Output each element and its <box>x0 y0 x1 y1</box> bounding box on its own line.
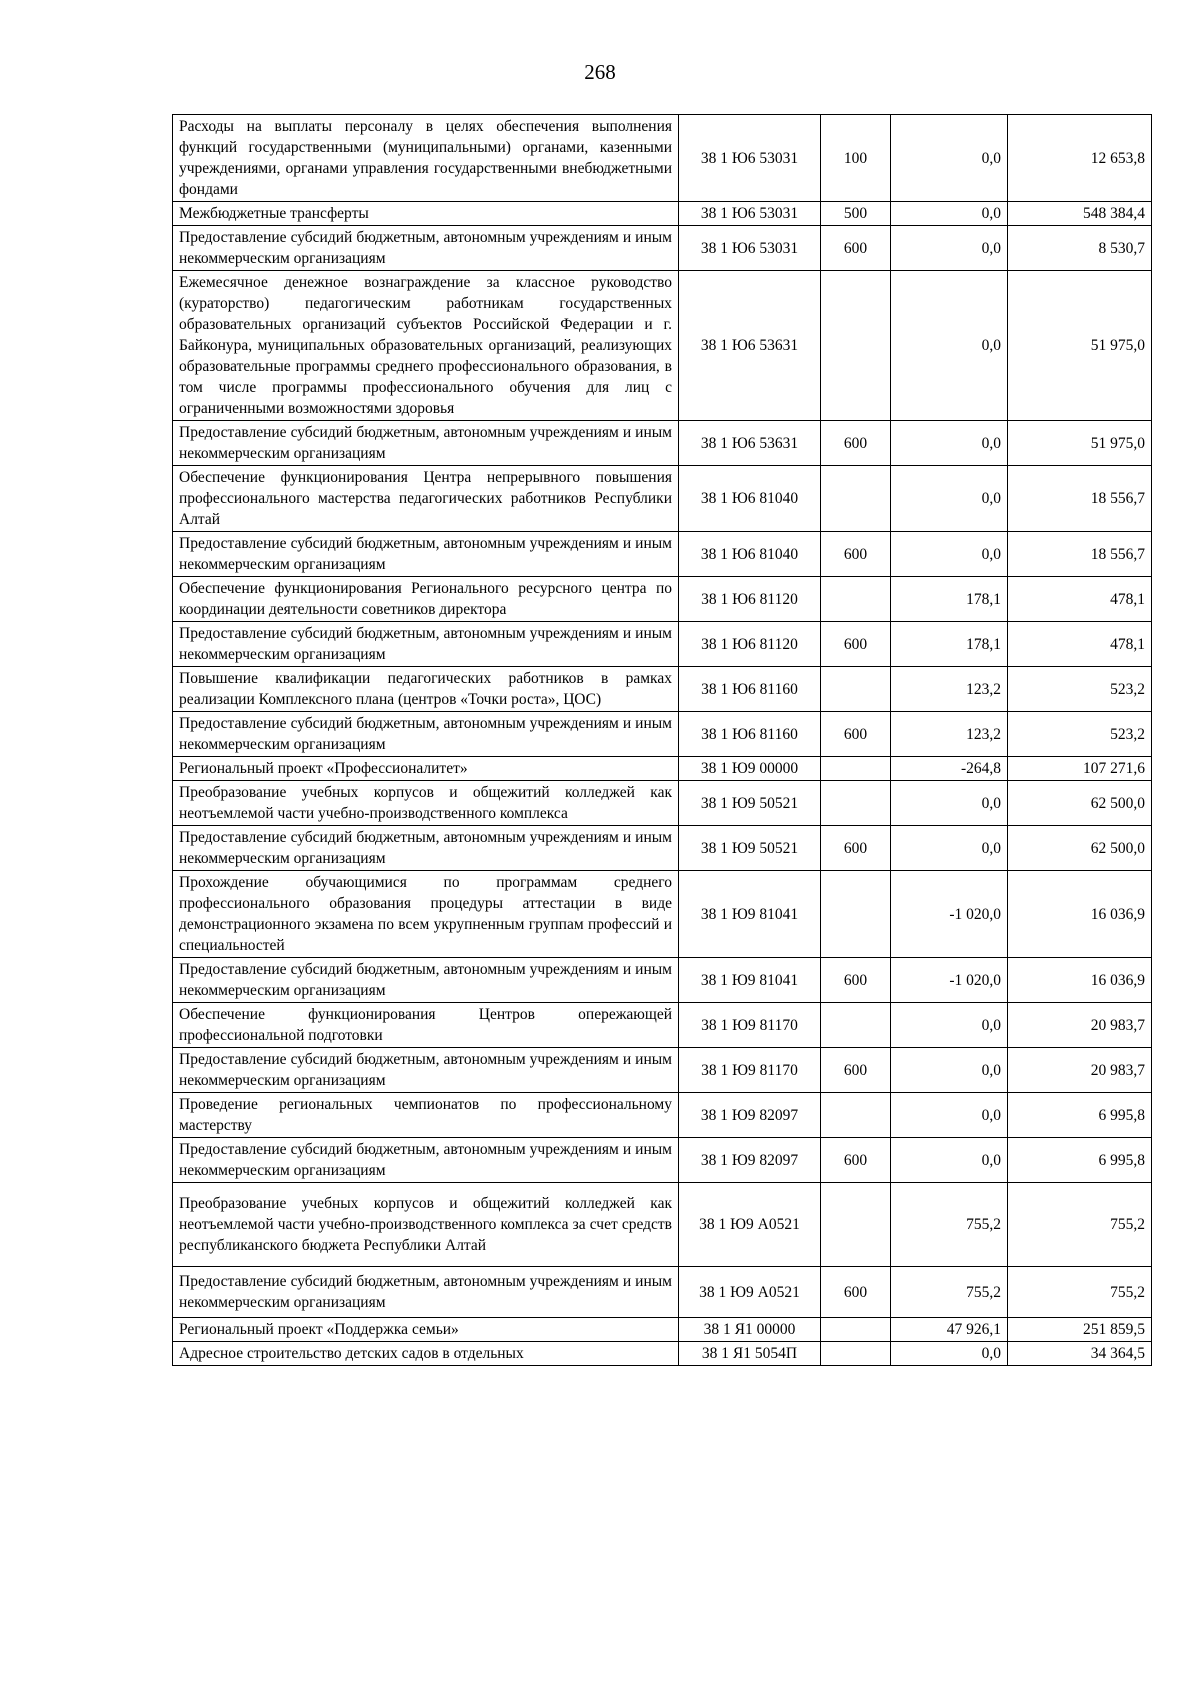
row-code-cell: 38 1 Ю6 53631 <box>679 421 821 466</box>
row-name-cell: Обеспечение функционирования Регионального ресурсного центра по координации деятельности советников директора <box>173 577 679 622</box>
table-row <box>173 1342 1152 1366</box>
row-expense-type-cell: 600 <box>821 226 891 271</box>
row-expense-type-cell: 600 <box>821 1267 891 1318</box>
budget-table-body <box>173 115 1152 1366</box>
row-total-amount-cell: 62 500,0 <box>1008 781 1152 826</box>
row-name-cell: Обеспечение функционирования Центров опережающей профессиональной подготовки <box>173 1003 679 1048</box>
table-row <box>173 226 1152 271</box>
row-code-cell: 38 1 Ю9 А0521 <box>679 1267 821 1318</box>
row-code-cell: 38 1 Ю9 00000 <box>679 757 821 781</box>
row-expense-type-cell <box>821 1093 891 1138</box>
row-code-cell: 38 1 Ю6 81040 <box>679 466 821 532</box>
row-expense-type-cell: 600 <box>821 532 891 577</box>
table-row <box>173 622 1152 667</box>
row-code-cell: 38 1 Ю9 81170 <box>679 1048 821 1093</box>
row-expense-type-cell <box>821 1003 891 1048</box>
table-row <box>173 1318 1152 1342</box>
table-row <box>173 1138 1152 1183</box>
table-row <box>173 271 1152 421</box>
row-total-amount-cell: 6 995,8 <box>1008 1093 1152 1138</box>
row-name-cell: Региональный проект «Поддержка семьи» <box>173 1318 679 1342</box>
row-total-amount-cell: 548 384,4 <box>1008 202 1152 226</box>
row-expense-type-cell <box>821 781 891 826</box>
row-name-cell: Повышение квалификации педагогических работников в рамках реализации Комплексного плана (центров «Точки роста», ЦОС) <box>173 667 679 712</box>
row-name-cell: Предоставление субсидий бюджетным, автономным учреждениям и иным некоммерческим организациям <box>173 532 679 577</box>
row-total-amount-cell: 62 500,0 <box>1008 826 1152 871</box>
row-change-amount-cell: 47 926,1 <box>891 1318 1008 1342</box>
table-row <box>173 115 1152 202</box>
row-total-amount-cell: 16 036,9 <box>1008 958 1152 1003</box>
row-name-cell: Проведение региональных чемпионатов по профессиональному мастерству <box>173 1093 679 1138</box>
row-name-cell: Прохождение обучающимися по программам среднего профессионального образования процедуры аттестации в виде демонстрационного экзамена по всем укрупненным группам профессий и специальностей <box>173 871 679 958</box>
row-total-amount-cell: 478,1 <box>1008 577 1152 622</box>
row-expense-type-cell <box>821 1183 891 1267</box>
row-change-amount-cell: 0,0 <box>891 226 1008 271</box>
row-name-cell: Предоставление субсидий бюджетным, автономным учреждениям и иным некоммерческим организациям <box>173 712 679 757</box>
row-code-cell: 38 1 Я1 5054П <box>679 1342 821 1366</box>
row-expense-type-cell: 500 <box>821 202 891 226</box>
row-name-cell: Ежемесячное денежное вознаграждение за классное руководство (кураторство) педагогическим работникам государственных образовательных организаций субъектов Российской Федерации и г. Байконура, муниципальных образовательных организаций, реализующих образовательные программы среднего профессионального образования, в том числе программы профессионального обучения для лиц с ограниченными возможностями здоровья <box>173 271 679 421</box>
row-code-cell: 38 1 Ю6 53631 <box>679 271 821 421</box>
row-total-amount-cell: 523,2 <box>1008 712 1152 757</box>
row-change-amount-cell: 0,0 <box>891 781 1008 826</box>
table-row <box>173 1183 1152 1267</box>
row-change-amount-cell: 123,2 <box>891 667 1008 712</box>
row-code-cell: 38 1 Ю9 А0521 <box>679 1183 821 1267</box>
row-total-amount-cell: 107 271,6 <box>1008 757 1152 781</box>
row-change-amount-cell: -1 020,0 <box>891 958 1008 1003</box>
row-name-cell: Предоставление субсидий бюджетным, автономным учреждениям и иным некоммерческим организациям <box>173 421 679 466</box>
row-change-amount-cell: 0,0 <box>891 271 1008 421</box>
row-change-amount-cell: -264,8 <box>891 757 1008 781</box>
row-name-cell: Предоставление субсидий бюджетным, автономным учреждениям и иным некоммерческим организациям <box>173 958 679 1003</box>
table-row <box>173 1267 1152 1318</box>
table-row <box>173 871 1152 958</box>
row-change-amount-cell: 0,0 <box>891 421 1008 466</box>
row-change-amount-cell: 755,2 <box>891 1267 1008 1318</box>
row-code-cell: 38 1 Ю6 81040 <box>679 532 821 577</box>
row-code-cell: 38 1 Ю9 82097 <box>679 1138 821 1183</box>
row-total-amount-cell: 18 556,7 <box>1008 532 1152 577</box>
row-name-cell: Предоставление субсидий бюджетным, автономным учреждениям и иным некоммерческим организациям <box>173 826 679 871</box>
row-change-amount-cell: 0,0 <box>891 202 1008 226</box>
row-code-cell: 38 1 Ю6 81160 <box>679 667 821 712</box>
row-change-amount-cell: 123,2 <box>891 712 1008 757</box>
table-row <box>173 667 1152 712</box>
row-change-amount-cell: 178,1 <box>891 622 1008 667</box>
row-code-cell: 38 1 Ю9 81170 <box>679 1003 821 1048</box>
row-code-cell: 38 1 Ю6 53031 <box>679 202 821 226</box>
row-code-cell: 38 1 Ю9 82097 <box>679 1093 821 1138</box>
row-name-cell: Адресное строительство детских садов в отдельных <box>173 1342 679 1366</box>
row-change-amount-cell: 178,1 <box>891 577 1008 622</box>
row-change-amount-cell: 0,0 <box>891 466 1008 532</box>
row-name-cell: Предоставление субсидий бюджетным, автономным учреждениям и иным некоммерческим организациям <box>173 226 679 271</box>
row-name-cell: Предоставление субсидий бюджетным, автономным учреждениям и иным некоммерческим организациям <box>173 622 679 667</box>
row-total-amount-cell: 51 975,0 <box>1008 271 1152 421</box>
row-name-cell: Расходы на выплаты персоналу в целях обеспечения выполнения функций государственными (муниципальными) органами, казенными учреждениями, органами управления государственными внебюджетными фондами <box>173 115 679 202</box>
table-row <box>173 781 1152 826</box>
row-total-amount-cell: 755,2 <box>1008 1267 1152 1318</box>
row-expense-type-cell <box>821 577 891 622</box>
row-expense-type-cell <box>821 1342 891 1366</box>
row-code-cell: 38 1 Ю6 53031 <box>679 115 821 202</box>
row-code-cell: 38 1 Я1 00000 <box>679 1318 821 1342</box>
row-total-amount-cell: 8 530,7 <box>1008 226 1152 271</box>
row-change-amount-cell: 0,0 <box>891 115 1008 202</box>
row-total-amount-cell: 6 995,8 <box>1008 1138 1152 1183</box>
page-number: 268 <box>584 60 616 84</box>
table-row <box>173 757 1152 781</box>
row-expense-type-cell: 100 <box>821 115 891 202</box>
table-row <box>173 712 1152 757</box>
row-total-amount-cell: 16 036,9 <box>1008 871 1152 958</box>
table-row <box>173 1003 1152 1048</box>
row-name-cell: Преобразование учебных корпусов и общежитий колледжей как неотъемлемой части учебно-производственного комплекса за счет средств республиканского бюджета Республики Алтай <box>173 1183 679 1267</box>
row-code-cell: 38 1 Ю6 53031 <box>679 226 821 271</box>
row-code-cell: 38 1 Ю9 50521 <box>679 826 821 871</box>
row-name-cell: Предоставление субсидий бюджетным, автономным учреждениям и иным некоммерческим организациям <box>173 1138 679 1183</box>
row-change-amount-cell: 0,0 <box>891 1093 1008 1138</box>
row-change-amount-cell: -1 020,0 <box>891 871 1008 958</box>
row-expense-type-cell <box>821 667 891 712</box>
row-expense-type-cell: 600 <box>821 1138 891 1183</box>
table-row <box>173 421 1152 466</box>
table-row <box>173 532 1152 577</box>
row-name-cell: Предоставление субсидий бюджетным, автономным учреждениям и иным некоммерческим организациям <box>173 1048 679 1093</box>
row-total-amount-cell: 523,2 <box>1008 667 1152 712</box>
table-row <box>173 826 1152 871</box>
row-expense-type-cell: 600 <box>821 622 891 667</box>
table-row <box>173 1048 1152 1093</box>
row-expense-type-cell <box>821 271 891 421</box>
row-total-amount-cell: 20 983,7 <box>1008 1003 1152 1048</box>
row-expense-type-cell <box>821 757 891 781</box>
row-expense-type-cell: 600 <box>821 826 891 871</box>
row-change-amount-cell: 0,0 <box>891 1342 1008 1366</box>
row-name-cell: Предоставление субсидий бюджетным, автономным учреждениям и иным некоммерческим организациям <box>173 1267 679 1318</box>
row-expense-type-cell <box>821 466 891 532</box>
table-row <box>173 577 1152 622</box>
row-change-amount-cell: 0,0 <box>891 1138 1008 1183</box>
row-total-amount-cell: 478,1 <box>1008 622 1152 667</box>
row-change-amount-cell: 0,0 <box>891 1048 1008 1093</box>
row-code-cell: 38 1 Ю9 81041 <box>679 871 821 958</box>
table-row <box>173 1093 1152 1138</box>
row-change-amount-cell: 0,0 <box>891 532 1008 577</box>
row-code-cell: 38 1 Ю6 81160 <box>679 712 821 757</box>
row-expense-type-cell <box>821 1318 891 1342</box>
budget-table <box>172 114 1152 1366</box>
row-code-cell: 38 1 Ю6 81120 <box>679 577 821 622</box>
table-row <box>173 202 1152 226</box>
row-expense-type-cell: 600 <box>821 712 891 757</box>
row-name-cell: Межбюджетные трансферты <box>173 202 679 226</box>
row-name-cell: Обеспечение функционирования Центра непрерывного повышения профессионального мастерства педагогических работников Республики Алтай <box>173 466 679 532</box>
row-expense-type-cell: 600 <box>821 958 891 1003</box>
row-change-amount-cell: 0,0 <box>891 1003 1008 1048</box>
row-total-amount-cell: 251 859,5 <box>1008 1318 1152 1342</box>
row-name-cell: Преобразование учебных корпусов и общежитий колледжей как неотъемлемой части учебно-производственного комплекса <box>173 781 679 826</box>
row-total-amount-cell: 12 653,8 <box>1008 115 1152 202</box>
row-change-amount-cell: 755,2 <box>891 1183 1008 1267</box>
table-row <box>173 958 1152 1003</box>
table-row <box>173 466 1152 532</box>
row-expense-type-cell: 600 <box>821 1048 891 1093</box>
row-change-amount-cell: 0,0 <box>891 826 1008 871</box>
row-total-amount-cell: 51 975,0 <box>1008 421 1152 466</box>
row-total-amount-cell: 755,2 <box>1008 1183 1152 1267</box>
row-code-cell: 38 1 Ю9 81041 <box>679 958 821 1003</box>
row-code-cell: 38 1 Ю9 50521 <box>679 781 821 826</box>
row-name-cell: Региональный проект «Профессионалитет» <box>173 757 679 781</box>
row-total-amount-cell: 34 364,5 <box>1008 1342 1152 1366</box>
row-total-amount-cell: 18 556,7 <box>1008 466 1152 532</box>
row-code-cell: 38 1 Ю6 81120 <box>679 622 821 667</box>
row-total-amount-cell: 20 983,7 <box>1008 1048 1152 1093</box>
row-expense-type-cell <box>821 871 891 958</box>
row-expense-type-cell: 600 <box>821 421 891 466</box>
